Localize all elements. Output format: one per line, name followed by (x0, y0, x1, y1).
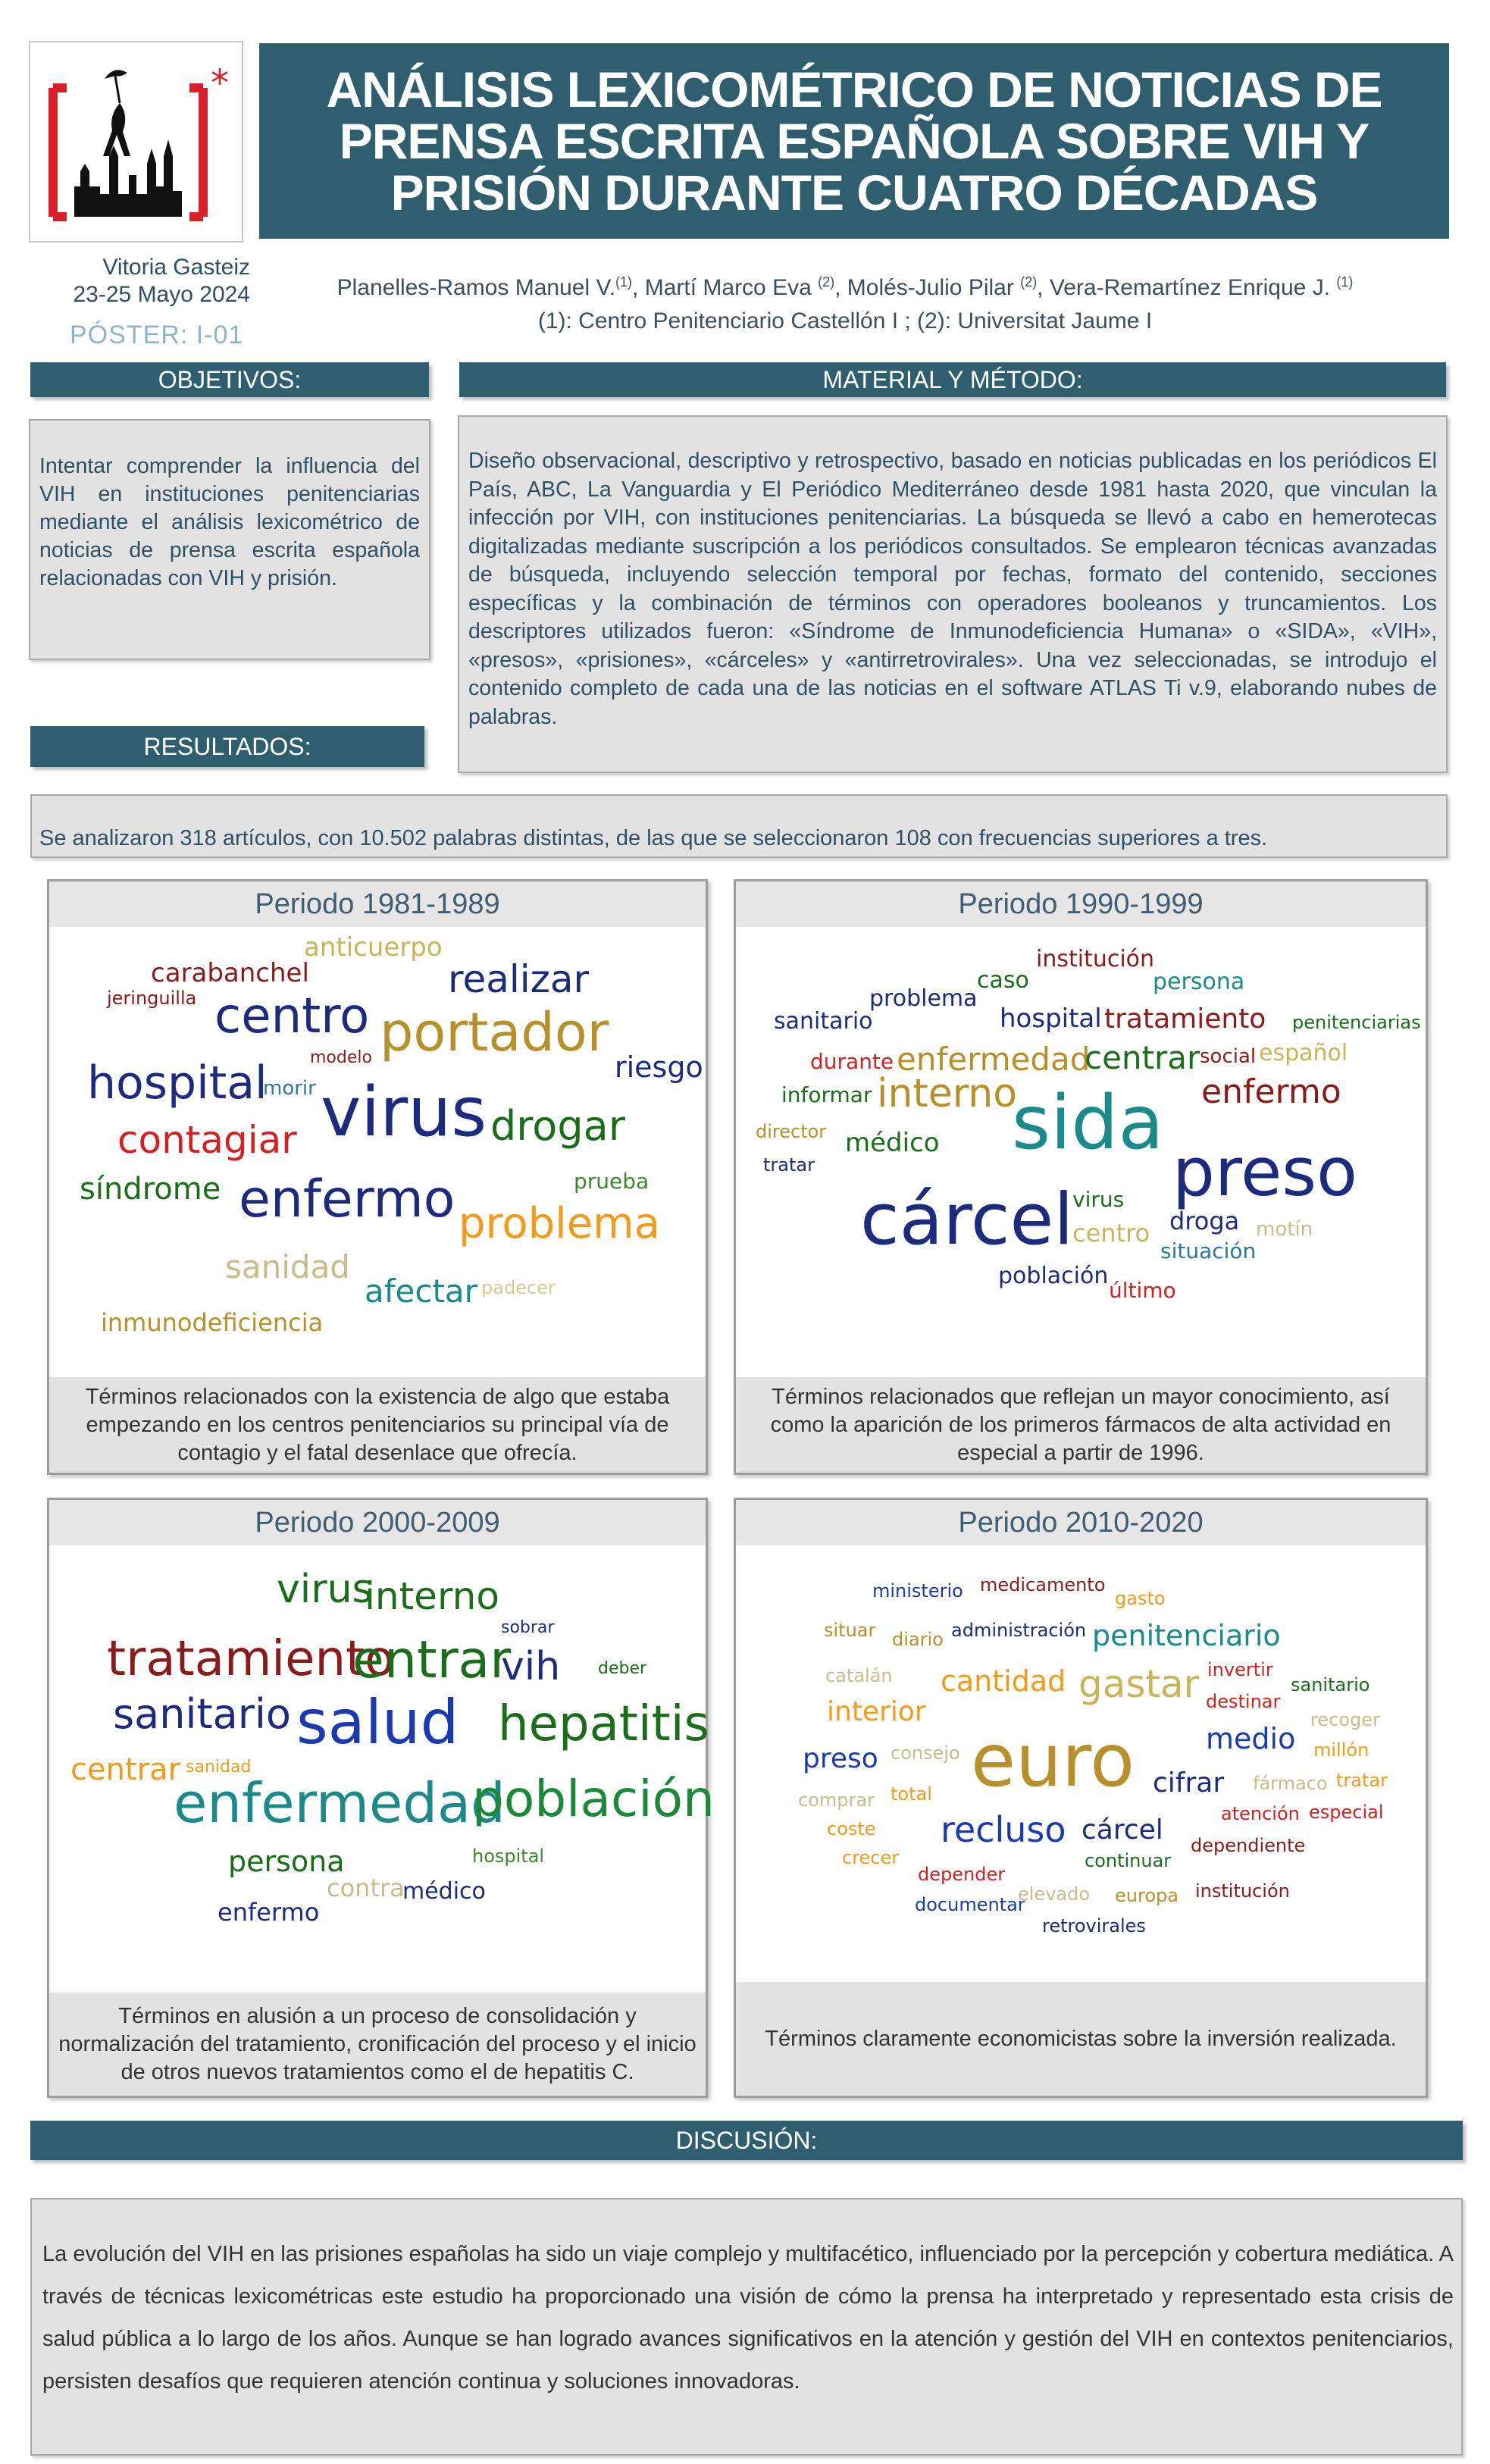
cloud-word: virus (277, 1567, 373, 1612)
cloud-word: hospital (472, 1846, 545, 1867)
cloud-word: fármaco (1253, 1773, 1328, 1794)
cloud-word: sanitario (1291, 1674, 1370, 1695)
period-panel-2010-2020 (734, 1498, 1428, 2098)
cloud-word: preso (1172, 1133, 1357, 1211)
cloud-word: retrovirales (1042, 1915, 1146, 1936)
venue-info (30, 254, 250, 308)
cloud-word: problema (869, 985, 978, 1012)
cloud-word: depender (918, 1864, 1006, 1885)
cloud-word: enfermedad (897, 1041, 1091, 1078)
resultados-summary: Se analizaron 318 artículos, con 10.502 palabras distintas, de las que se seleccionaron 108 con frecuencias superiores a tres. (30, 794, 1448, 858)
cloud-word: medio (1206, 1722, 1296, 1755)
cloud-word: institución (1195, 1880, 1290, 1902)
cloud-word: diario (892, 1629, 944, 1650)
cloud-word: enfermedad (174, 1771, 506, 1835)
objetivos-heading: OBJETIVOS: (30, 362, 429, 397)
author-name: Martí Marco Eva (644, 275, 819, 300)
cloud-word: destinar (1206, 1691, 1281, 1712)
cloud-word: total (891, 1783, 932, 1805)
period-caption: Términos relacionados que reflejan un mayor conocimiento, así como la aparición de los primeros fármacos de alta actividad en especial a partir de 1996. (736, 1377, 1426, 1473)
cloud-word: droga (1169, 1207, 1240, 1235)
cloud-word: preso (803, 1743, 878, 1774)
metodo-heading: MATERIAL Y MÉTODO: (459, 362, 1446, 397)
cloud-word: médico (402, 1878, 486, 1905)
cloud-word: interno (365, 1574, 499, 1618)
period-panel-1981-1989 (47, 879, 708, 1475)
congress-logo (29, 41, 243, 243)
cloud-word: euro (971, 1718, 1135, 1803)
cloud-word: sanitario (774, 1008, 873, 1035)
cloud-word: sanitario (113, 1690, 291, 1738)
cloud-word: gasto (1115, 1588, 1166, 1609)
cloud-word: social (1200, 1045, 1257, 1068)
cloud-word: interior (827, 1696, 926, 1727)
author-affiliation: (2) (818, 274, 835, 290)
author-list: Planelles-Ramos Manuel V.$^{(1)}$, Martí Marco Eva $^{(2)}$, Molés-Julio Pilar $^{(2)}$, Vera-Remartínez Enrique J. $^{(1)}$ (337, 274, 1354, 300)
cloud-word: millón (1313, 1739, 1369, 1761)
author-name: Vera-Remartínez Enrique J. (1049, 275, 1337, 300)
cloud-word: sobrar (501, 1618, 555, 1637)
cloud-word: interno (877, 1071, 1018, 1116)
cloud-word: cárcel (1082, 1814, 1163, 1846)
cloud-word: centro (1072, 1219, 1150, 1248)
poster-title-banner (259, 43, 1449, 239)
period-caption: Términos relacionados con la existencia de algo que estaba empezando en los centros penitenciarios su principal vía de contagio y el fatal desenlace que ofrecía. (49, 1377, 706, 1473)
cloud-word: persona (228, 1845, 345, 1878)
cloud-word: tratar (1336, 1770, 1388, 1791)
cloud-word: enfermo (239, 1169, 455, 1229)
affiliations: (1): Centro Penitenciario Castellón I ; (2): Universitat Jaume I (537, 308, 1153, 333)
cloud-word: invertir (1207, 1659, 1273, 1680)
cloud-word: problema (459, 1199, 661, 1248)
cloud-word: sanidad (186, 1758, 252, 1777)
cloud-word: entrar (352, 1630, 512, 1690)
discusion-text: La evolución del VIH en las prisiones españolas ha sido un viaje complejo y multifacético, influenciado por la percepción y cobertura mediática. A través de técnicas lexicométricas este estudio ha proporcionado una visión de cómo la prensa ha interpretado y representado esta crisis de salud pública a lo largo de los años. Aunque se han logrado avances significativos en la atención y gestión del VIH en contextos penitenciarios, persisten desafíos que requieren atención continua y soluciones innovadoras. (30, 2198, 1463, 2456)
cloud-word: cifrar (1153, 1767, 1225, 1799)
cloud-word: virus (321, 1072, 487, 1152)
cloud-word: virus (1072, 1187, 1125, 1212)
authors-block (296, 265, 1395, 338)
cloud-word: institución (1036, 946, 1155, 972)
objetivos-text: Intentar comprender la influencia del VIH en instituciones penitenciarias mediante el análisis lexicométrico de noticias de prensa escrita española relacionadas con VIH y prisión. (29, 419, 430, 660)
poster-code: PÓSTER: I-01 (70, 321, 244, 349)
cloud-word: salud (296, 1687, 459, 1758)
cloud-word: recoger (1310, 1709, 1380, 1730)
cloud-word: portador (380, 1001, 609, 1063)
cloud-word: penitenciario (1092, 1619, 1281, 1652)
cloud-word: penitenciarias (1292, 1012, 1421, 1033)
cloud-word: médico (845, 1128, 940, 1158)
cloud-word: contra (327, 1874, 405, 1902)
venue-city: Vitoria Gasteiz (102, 255, 250, 280)
cloud-word: persona (1153, 969, 1245, 995)
cloud-word: deber (598, 1659, 647, 1678)
cloud-word: hepatitis (498, 1696, 709, 1752)
cloud-word: prueba (574, 1169, 650, 1194)
cloud-word: contagiar (117, 1118, 297, 1162)
cloud-word: inmunodeficiencia (101, 1308, 324, 1337)
cloud-word: centrar (70, 1752, 181, 1787)
cloud-word: ministerio (872, 1580, 963, 1601)
cloud-word: especial (1309, 1802, 1384, 1823)
cloud-word: dependiente (1191, 1835, 1306, 1856)
cloud-word: afectar (365, 1273, 477, 1310)
period-caption: Términos en alusión a un proceso de consolidación y normalización del tratamiento, cronificación del proceso y el inicio de otros nuevos tratamientos como el de hepatitis C. (49, 1993, 706, 2096)
cloud-word: enfermo (218, 1898, 320, 1927)
cloud-word: administración (951, 1620, 1087, 1641)
period-title: Periodo 1981-1989 (49, 881, 706, 927)
cloud-word: síndrome (80, 1172, 221, 1207)
cloud-word: caso (977, 967, 1029, 994)
cloud-word: recluso (941, 1809, 1066, 1850)
cloud-word: morir (263, 1077, 316, 1100)
cloud-word: tratamiento (107, 1631, 395, 1687)
cloud-word: sida (1012, 1080, 1164, 1166)
cloud-word: crecer (842, 1847, 900, 1868)
cloud-word: población (998, 1263, 1109, 1289)
cloud-word: jeringuilla (107, 988, 197, 1009)
cloud-word: continuar (1085, 1850, 1172, 1871)
svg-text:*: * (211, 62, 229, 105)
cloud-word: durante (810, 1049, 894, 1074)
period-title: Periodo 1990-1999 (736, 881, 1426, 927)
cloud-word: tratar (763, 1154, 815, 1176)
resultados-heading: RESULTADOS: (30, 726, 424, 767)
cloud-word: documentar (915, 1894, 1025, 1915)
period-title: Periodo 2000-2009 (49, 1500, 706, 1545)
cloud-word: elevado (1018, 1883, 1091, 1905)
cloud-word: enfermo (1201, 1072, 1341, 1111)
cloud-word: padecer (481, 1277, 556, 1298)
author-name: Molés-Julio Pilar (847, 275, 1021, 300)
cloud-word: cárcel (860, 1179, 1074, 1261)
logo-graphic (30, 42, 242, 241)
discusion-heading: DISCUSIÓN: (30, 2121, 1463, 2160)
cloud-word: catalán (825, 1665, 893, 1686)
author-affiliation: (1) (1336, 274, 1354, 290)
venue-date: 23-25 Mayo 2024 (73, 282, 250, 307)
cloud-word: director (756, 1121, 827, 1142)
cloud-word: centro (214, 988, 370, 1044)
cloud-word: centrar (1085, 1039, 1200, 1076)
cloud-word: carabanchel (151, 958, 309, 988)
cloud-word: gastar (1078, 1662, 1200, 1706)
cloud-word: vih (501, 1644, 561, 1689)
cloud-word: último (1109, 1278, 1176, 1303)
cloud-word: anticuerpo (304, 932, 443, 963)
author-affiliation: (2) (1020, 274, 1038, 290)
cloud-word: cantidad (941, 1664, 1066, 1698)
cloud-word: consejo (891, 1742, 960, 1764)
period-caption: Términos claramente economicistas sobre la inversión realizada. (736, 1982, 1426, 2096)
author-affiliation: (1) (615, 274, 633, 290)
cloud-word: hospital (1000, 1003, 1102, 1034)
cloud-word: informar (781, 1082, 872, 1107)
cloud-word: coste (827, 1818, 876, 1839)
cloud-word: población (472, 1770, 715, 1828)
cloud-word: sanidad (225, 1248, 350, 1285)
cloud-word: europa (1115, 1885, 1179, 1906)
period-panel-1990-1999 (734, 879, 1428, 1475)
period-title: Periodo 2010-2020 (736, 1500, 1426, 1545)
poster-title: ANÁLISIS LEXICOMÉTRICO DE NOTICIAS DE PRENSA ESCRITA ESPAÑOLA SOBRE VIH Y PRISIÓN DURANTE CUATRO DÉCADAS (326, 61, 1382, 221)
cloud-word: comprar (798, 1789, 875, 1811)
cloud-word: tratamiento (1104, 1003, 1266, 1035)
author-name: Planelles-Ramos Manuel V. (337, 275, 616, 300)
cloud-word: realizar (448, 957, 590, 1001)
metodo-text: Diseño observacional, descriptivo y retrospectivo, basado en noticias publicadas en los periódicos El País, ABC, La Vanguardia y El Periódico Mediterráneo desde 1981 hasta 2020, que vinculan la infección por VIH, con instituciones penitenciarias. La búsqueda se llevó a cabo en hemerotecas digitalizadas mediante suscripción a los periódicos consultados. Se emplearon técnicas avanzadas de búsqueda, incluyendo selección temporal por fechas, formato del contenido, secciones específicas y la combinación de términos con operadores booleanos y truncamientos. Los descriptores utilizados fueron: «Síndrome de Inmunodeficiencia Humana» o «SIDA», «VIH», «presos», «prisiones», «cárceles» y «antirretrovirales». Una vez seleccionadas, se introdujo el contenido completo de cada una de las noticias en el software ATLAS Ti v.9, elaborando nubes de palabras. (458, 415, 1448, 773)
cloud-word: drogar (490, 1102, 625, 1150)
cloud-word: riesgo (615, 1050, 703, 1084)
cloud-word: motín (1256, 1218, 1313, 1241)
cloud-word: atención (1221, 1803, 1300, 1824)
cloud-word: modelo (310, 1048, 372, 1067)
period-panel-2000-2009 (47, 1498, 715, 2098)
cloud-word: situación (1160, 1238, 1257, 1263)
cloud-word: hospital (87, 1057, 268, 1110)
cloud-word: situar (824, 1620, 876, 1641)
cloud-word: español (1259, 1040, 1348, 1066)
cloud-word: medicamento (980, 1574, 1106, 1595)
